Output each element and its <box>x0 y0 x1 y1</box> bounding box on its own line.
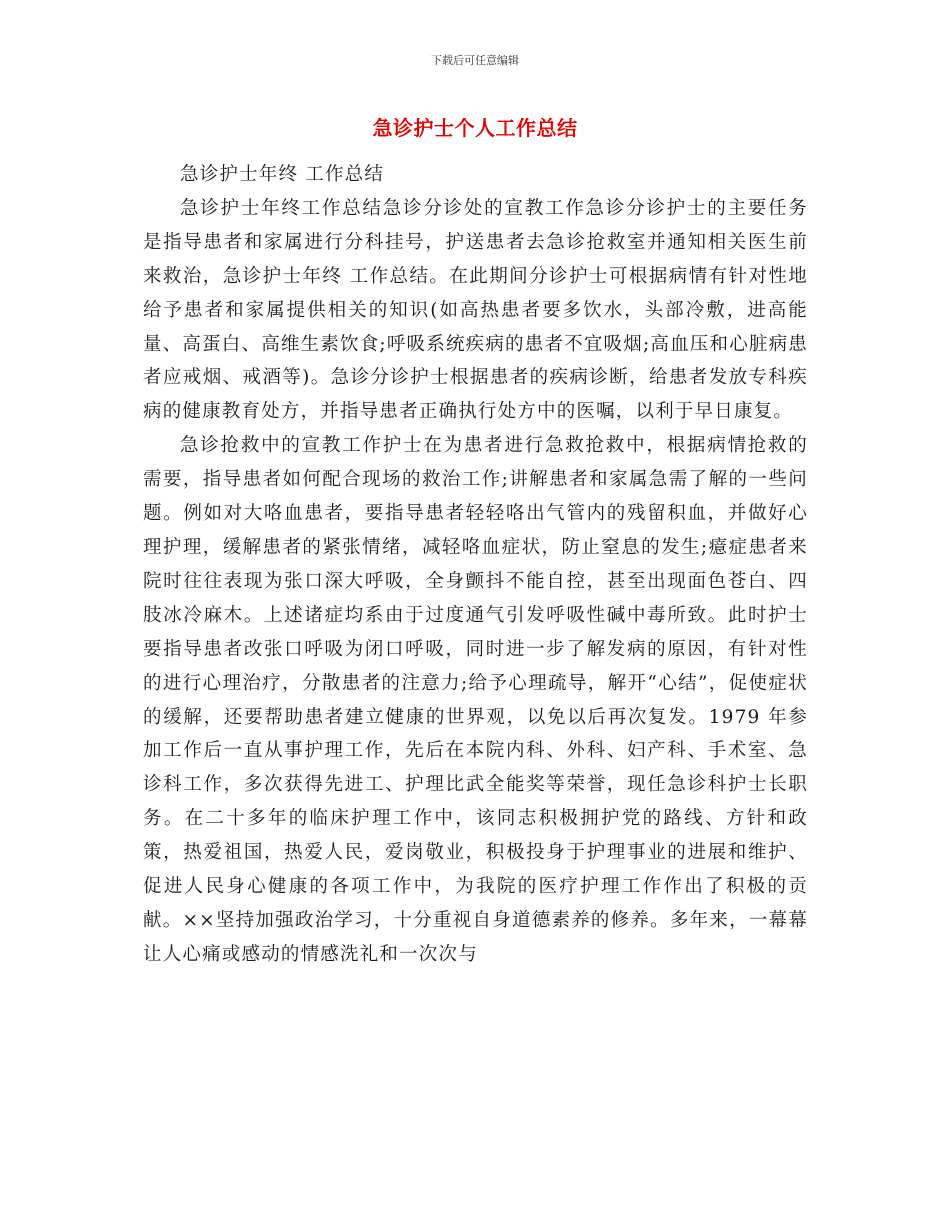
document-body <box>143 158 808 972</box>
paragraph-1: 急诊护士年终工作总结急诊分诊处的宣教工作急诊分诊护士的主要任务是指导患者和家属进行分科挂号，护送患者去急诊抢救室并通知相关医生前来救治，急诊护士年终 工作总结。在此期间分诊护士可根据病情有针对性地给予患者和家属提供相关的知识(如高热患者要多饮水，头部冷敷，进高能量、高蛋白、高维生素饮食;呼吸系统疾病的患者不宜吸烟;高血压和心脏病患者应戒烟、戒酒等)。急诊分诊护士根据患者的疾病诊断，给患者发放专科疾病的健康教育处方，并指导患者正确执行处方中的医嘱，以利于早日康复。 <box>143 197 808 423</box>
paragraph-2: 急诊抢救中的宣教工作护士在为患者进行急救抢救中，根据病情抢救的需要，指导患者如何配合现场的救治工作;讲解患者和家属急需了解的一些问题。例如对大咯血患者，要指导患者轻轻咯出气管内的残留积血，并做好心理护理，缓解患者的紧张情绪，减轻咯血症状，防止窒息的发生;癔症患者来院时往往表现为张口深大呼吸，全身颤抖不能自控，甚至出现面色苍白、四肢冰冷麻木。上述诸症均系由于过度通气引发呼吸性碱中毒所致。此时护士要指导患者改张口呼吸为闭口呼吸，同时进一步了解发病的原因，有针对性的进行心理治疗，分散患者的注意力;给予心理疏导，解开“心结”，促使症状的缓解，还要帮助患者建立健康的世界观，以免以后再次复发。1979 年参加工作后一直从事护理工作，先后在本院内科、外科、妇产科、手术室、急诊科工作，多次获得先进工、护理比武全能奖等荣誉，现任急诊科护士长职务。在二十多年的临床护理工作中，该同志积极拥护党的路线、方针和政策，热爱祖国，热爱人民，爱岗敬业，积极投身于护理事业的进展和维护、促进人民身心健康的各项工作中，为我院的医疗护理工作作出了积极的贡献。××坚持加强政治学习，十分重视自身道德素养的修养。多年来，一幕幕让人心痛或感动的情感洗礼和一次次与 <box>143 435 808 965</box>
document-subheading: 急诊护士年终 工作总结 <box>180 164 385 185</box>
document-title: 急诊护士个人工作总结 <box>372 116 578 140</box>
header-note: 下载后可任意编辑 <box>431 54 519 67</box>
